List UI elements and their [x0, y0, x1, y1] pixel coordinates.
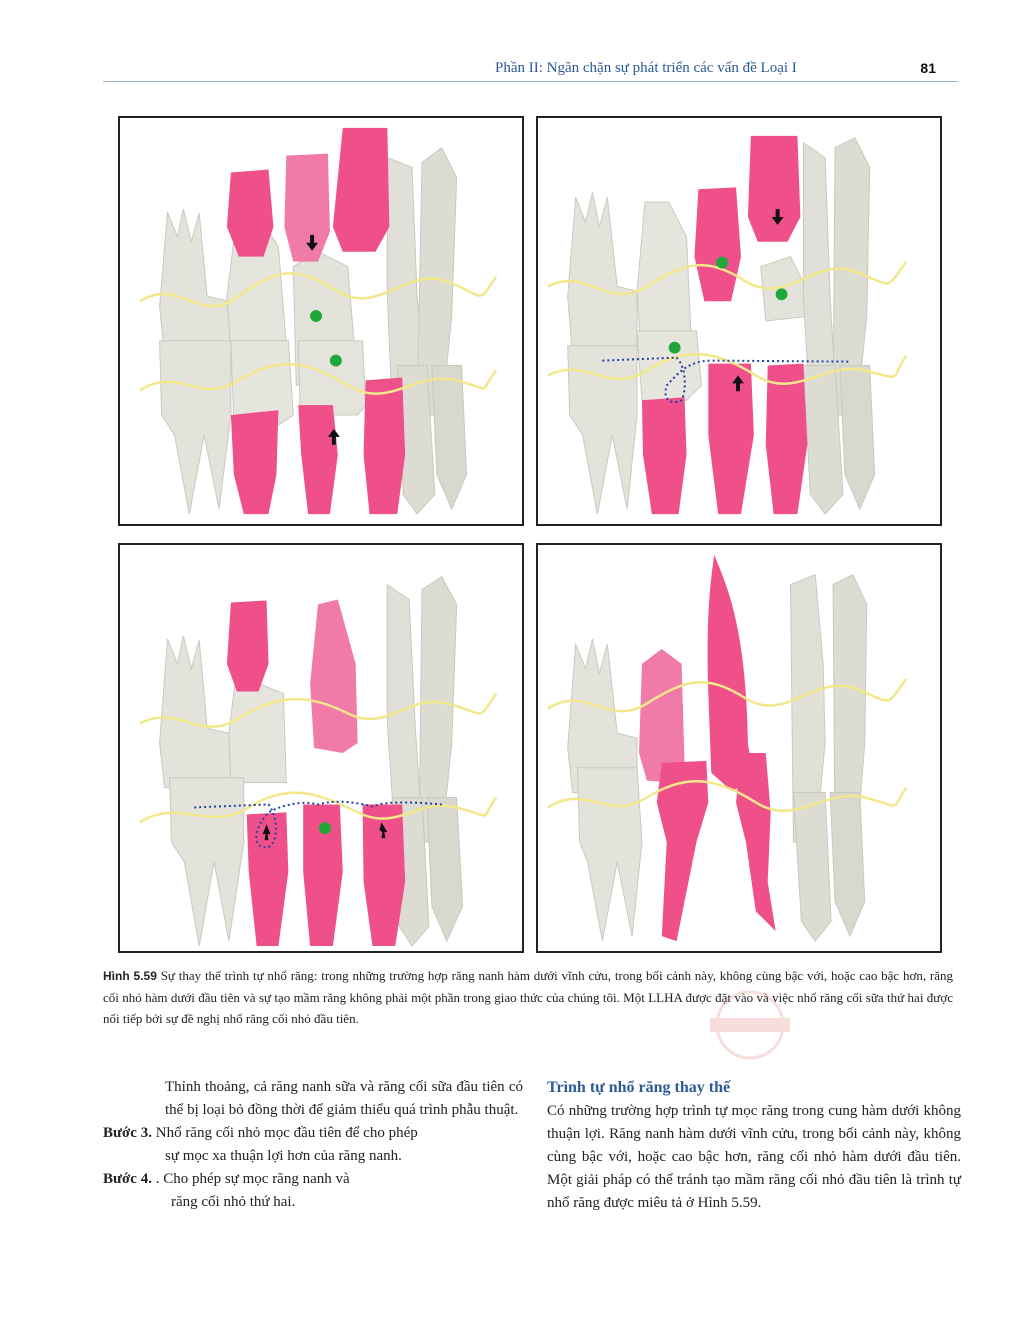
upper-germ-2	[284, 154, 330, 262]
lower-incisor	[432, 366, 467, 510]
lower-molar	[170, 778, 244, 946]
panel-2-illustration	[538, 118, 940, 524]
upper-germ-1	[227, 600, 269, 691]
green-marker	[310, 310, 322, 322]
header-title: Phần II: Ngăn chặn sự phát triển các vấn đề Loại I	[495, 60, 797, 76]
lower-incisor	[427, 798, 463, 942]
upper-molar	[568, 192, 637, 355]
lower-primary-molar	[637, 331, 701, 400]
green-marker	[669, 342, 681, 354]
upper-molar	[160, 209, 231, 356]
step-4-line-1: . Cho phép sự mọc răng nanh và	[151, 1171, 350, 1187]
caption-text: Sự thay thế trình tự nhổ răng: trong những trường hợp răng nanh hàm dưới vĩnh cửu, trong bối cảnh này, không cùng bậc với, hoặc cao bậc hơn, răng cối nhỏ hàm dưới đầu tiên và sự tạo mầm răng không phải một phần trong giao thức của chúng tôi. Một LLHA được đặt vào và việc nhổ răng cối sữa thứ hai được nối tiếp bởi sự đề nghị nhổ răng cối nhỏ đầu tiên.	[103, 968, 953, 1026]
green-marker	[776, 288, 788, 300]
lower-molar	[160, 341, 231, 514]
upper-germ-1	[227, 170, 274, 257]
step-4	[103, 1168, 523, 1191]
step-4-label: Bước 4.	[103, 1171, 152, 1187]
lower-germ-1	[231, 410, 279, 514]
panel-3-illustration	[120, 545, 522, 951]
section-heading: Trình tự nhổ răng thay thế	[547, 1079, 731, 1096]
running-header	[103, 58, 958, 82]
lower-germ-2	[708, 364, 754, 515]
panel-4-illustration	[538, 545, 940, 951]
upper-germ-2	[310, 599, 358, 752]
upper-germ-1	[694, 187, 741, 301]
lower-canine	[793, 793, 831, 942]
green-marker	[330, 355, 342, 367]
step-3-line-2: sự mọc xa thuận lợi hơn của răng nanh.	[165, 1148, 402, 1164]
lower-molar	[578, 768, 642, 941]
section-body: Có những trường hợp trình tự mọc răng trong cung hàm dưới không thuận lợi. Răng nanh hàm dưới vĩnh cửu, trong bối cảnh này, không cùng bậc với, hoặc cao bậc hơn, răng cối nhỏ hàm dưới đầu tiên. Một giải pháp có thể tránh tạo mầm răng cối nhỏ đầu tiên là trình tự nhổ răng được miêu tả ở Hình 5.59.	[547, 1103, 961, 1211]
upper-germ-3	[333, 128, 389, 252]
lower-canine-erupting	[736, 753, 776, 931]
lower-incisor	[840, 366, 875, 510]
step-4-line-2: răng cối nhỏ thứ hai.	[171, 1194, 296, 1210]
page-number: 81	[920, 60, 936, 76]
green-marker	[716, 257, 728, 269]
figure-panel-4	[536, 543, 942, 953]
right-column	[547, 1077, 961, 1215]
figure-caption	[103, 965, 953, 1029]
intro-paragraph: Thỉnh thoảng, cả răng nanh sữa và răng cối sữa đầu tiên có thể bị loại bỏ đồng thời để giảm thiểu quá trình phẫu thuật.	[165, 1079, 523, 1118]
step-3-line-1: Nhổ răng cối nhỏ mọc đầu tiên để cho phép	[151, 1125, 418, 1141]
left-column	[103, 1076, 523, 1214]
lower-germ-2	[298, 405, 338, 514]
step-3-label: Bước 3.	[103, 1125, 152, 1141]
caption-label: Hình 5.59	[103, 969, 157, 983]
upper-germ-2	[748, 136, 800, 242]
lower-germ-3	[766, 364, 808, 515]
step-3	[103, 1122, 523, 1145]
upper-molar	[160, 636, 231, 787]
figure-panel-1	[118, 116, 524, 526]
figure-panel-2	[536, 116, 942, 526]
lower-germ-1	[642, 397, 687, 514]
panel-1-illustration	[120, 118, 522, 524]
green-marker	[319, 822, 331, 834]
lower-primary-molar-2	[298, 341, 365, 415]
lower-germ-3	[364, 377, 406, 514]
figure-panel-3	[118, 543, 524, 953]
watermark-stamp-icon	[690, 990, 810, 1060]
lower-incisor	[830, 793, 865, 937]
